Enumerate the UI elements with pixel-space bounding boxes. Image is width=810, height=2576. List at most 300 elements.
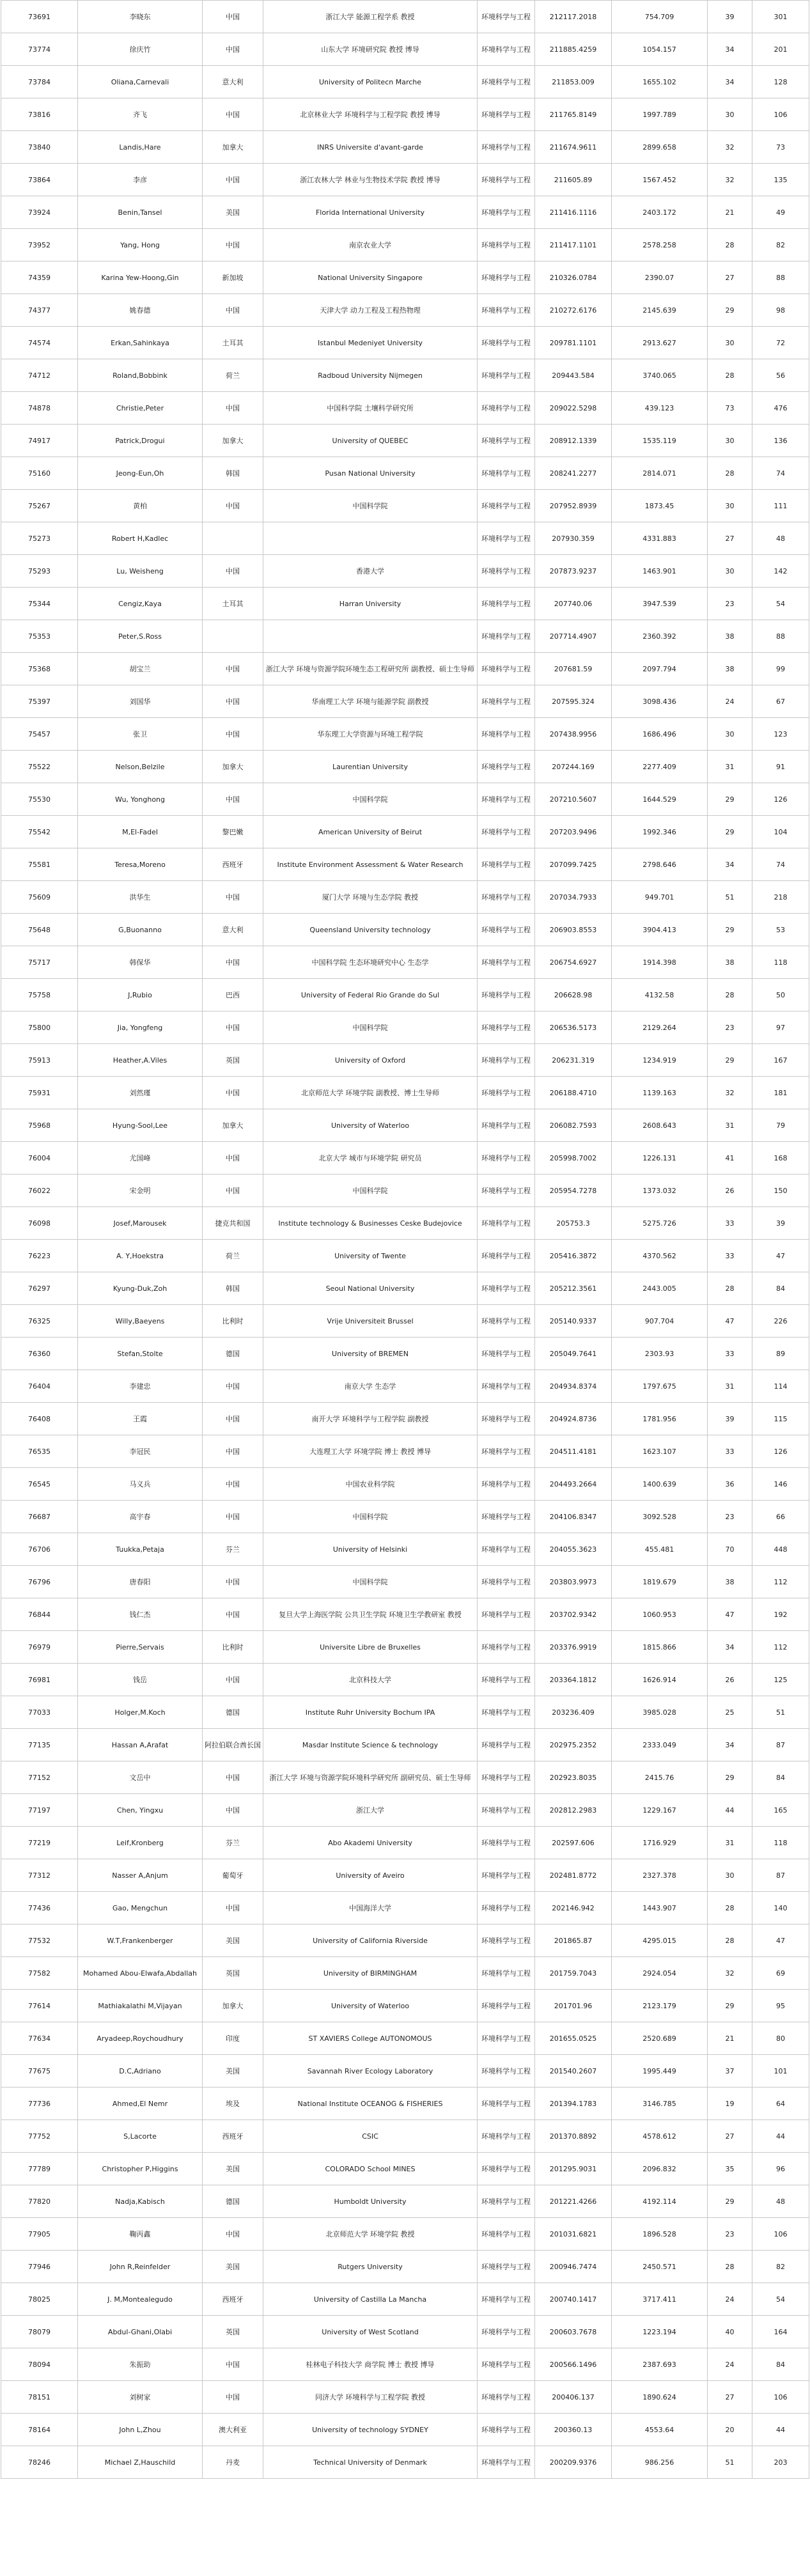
subject-cell: 环境科学与工程 — [478, 262, 535, 294]
subject-cell: 环境科学与工程 — [478, 1, 535, 33]
country-cell: 中国 — [203, 1892, 263, 1924]
h-index-cell: 36 — [708, 1468, 752, 1501]
h-index-cell: 30 — [708, 425, 752, 457]
count-cell: 226 — [752, 1305, 809, 1338]
table-row — [1, 2348, 809, 2381]
count-cell: 98 — [752, 294, 809, 327]
count-cell: 126 — [752, 783, 809, 816]
score-cell: 201031.6821 — [535, 2218, 612, 2251]
subject-cell: 环境科学与工程 — [478, 1794, 535, 1827]
h-index-cell: 28 — [708, 1272, 752, 1305]
citation-cell: 2097.794 — [612, 653, 708, 685]
score-cell: 203376.9919 — [535, 1631, 612, 1664]
institution-cell: 厦门大学 环境与生态学院 教授 — [263, 881, 478, 914]
name-cell: Robert H,Kadlec — [78, 522, 203, 555]
citation-cell: 3985.028 — [612, 1696, 708, 1729]
subject-cell: 环境科学与工程 — [478, 327, 535, 359]
count-cell: 48 — [752, 2185, 809, 2218]
score-cell: 209022.5298 — [535, 392, 612, 425]
country-cell: 德国 — [203, 1696, 263, 1729]
h-index-cell: 40 — [708, 2316, 752, 2348]
table-row — [1, 1207, 809, 1240]
name-cell: Pierre,Servais — [78, 1631, 203, 1664]
subject-cell: 环境科学与工程 — [478, 620, 535, 653]
rank-cell: 77312 — [1, 1859, 78, 1892]
rank-cell: 73840 — [1, 131, 78, 164]
rank-cell: 75397 — [1, 685, 78, 718]
institution-cell: ST XAVIERS College AUTONOMOUS — [263, 2022, 478, 2055]
institution-cell: CSIC — [263, 2120, 478, 2153]
subject-cell: 环境科学与工程 — [478, 1924, 535, 1957]
citation-cell: 1567.452 — [612, 164, 708, 196]
score-cell: 201655.0525 — [535, 2022, 612, 2055]
score-cell: 203803.9973 — [535, 1566, 612, 1598]
score-cell: 211765.8149 — [535, 98, 612, 131]
institution-cell: 大连理工大学 环境学院 博士 教授 博导 — [263, 1435, 478, 1468]
citation-cell: 1815.866 — [612, 1631, 708, 1664]
country-cell: 中国 — [203, 1011, 263, 1044]
h-index-cell: 27 — [708, 2120, 752, 2153]
h-index-cell: 33 — [708, 1338, 752, 1370]
table-row — [1, 1435, 809, 1468]
h-index-cell: 51 — [708, 881, 752, 914]
name-cell: J,Rubio — [78, 979, 203, 1011]
institution-cell: 北京林业大学 环境科学与工程学院 教授 博导 — [263, 98, 478, 131]
table-row — [1, 294, 809, 327]
citation-cell: 1463.901 — [612, 555, 708, 588]
institution-cell: Queensland University technology — [263, 914, 478, 946]
h-index-cell: 29 — [708, 2185, 752, 2218]
count-cell: 192 — [752, 1598, 809, 1631]
rank-cell: 75267 — [1, 490, 78, 522]
count-cell: 74 — [752, 848, 809, 881]
country-cell: 中国 — [203, 1403, 263, 1435]
count-cell: 301 — [752, 1, 809, 33]
count-cell: 49 — [752, 196, 809, 229]
rank-cell: 76360 — [1, 1338, 78, 1370]
count-cell: 167 — [752, 1044, 809, 1077]
rank-cell: 73816 — [1, 98, 78, 131]
citation-cell: 4331.883 — [612, 522, 708, 555]
institution-cell: University of technology SYDNEY — [263, 2414, 478, 2446]
score-cell: 206754.6927 — [535, 946, 612, 979]
name-cell: 韩保华 — [78, 946, 203, 979]
h-index-cell: 70 — [708, 1533, 752, 1566]
citation-cell: 2450.571 — [612, 2251, 708, 2283]
count-cell: 135 — [752, 164, 809, 196]
table-row — [1, 1, 809, 33]
name-cell: 王霞 — [78, 1403, 203, 1435]
table-row — [1, 653, 809, 685]
institution-cell: University of California Riverside — [263, 1924, 478, 1957]
h-index-cell: 31 — [708, 1370, 752, 1403]
rank-cell: 74574 — [1, 327, 78, 359]
h-index-cell: 28 — [708, 1924, 752, 1957]
citation-cell: 1234.919 — [612, 1044, 708, 1077]
table-row — [1, 946, 809, 979]
count-cell: 88 — [752, 620, 809, 653]
h-index-cell: 39 — [708, 1403, 752, 1435]
subject-cell: 环境科学与工程 — [478, 1729, 535, 1761]
institution-cell: University of Waterloo — [263, 1109, 478, 1142]
citation-cell: 2277.409 — [612, 751, 708, 783]
rank-cell: 75160 — [1, 457, 78, 490]
name-cell: 唐春阳 — [78, 1566, 203, 1598]
subject-cell: 环境科学与工程 — [478, 685, 535, 718]
citation-cell: 1229.167 — [612, 1794, 708, 1827]
country-cell: 中国 — [203, 2381, 263, 2414]
subject-cell: 环境科学与工程 — [478, 848, 535, 881]
country-cell: 中国 — [203, 1435, 263, 1468]
citation-cell: 2360.392 — [612, 620, 708, 653]
score-cell: 206903.8553 — [535, 914, 612, 946]
citation-cell: 1373.032 — [612, 1175, 708, 1207]
institution-cell: 北京科技大学 — [263, 1664, 478, 1696]
table-row — [1, 2120, 809, 2153]
citation-cell: 1873.45 — [612, 490, 708, 522]
country-cell: 韩国 — [203, 457, 263, 490]
name-cell: Hyung-Sool,Lee — [78, 1109, 203, 1142]
table-row — [1, 816, 809, 848]
institution-cell: University of Oxford — [263, 1044, 478, 1077]
subject-cell: 环境科学与工程 — [478, 98, 535, 131]
score-cell: 205416.3872 — [535, 1240, 612, 1272]
citation-cell: 1054.157 — [612, 33, 708, 66]
institution-cell: Florida International University — [263, 196, 478, 229]
table-row — [1, 1175, 809, 1207]
citation-cell: 1400.639 — [612, 1468, 708, 1501]
country-cell: 葡萄牙 — [203, 1859, 263, 1892]
country-cell: 中国 — [203, 555, 263, 588]
h-index-cell: 31 — [708, 1109, 752, 1142]
table-row — [1, 1109, 809, 1142]
citation-cell: 3098.436 — [612, 685, 708, 718]
subject-cell: 环境科学与工程 — [478, 1272, 535, 1305]
subject-cell: 环境科学与工程 — [478, 522, 535, 555]
name-cell: 徐庆竹 — [78, 33, 203, 66]
institution-cell: COLORADO School MINES — [263, 2153, 478, 2185]
count-cell: 118 — [752, 1827, 809, 1859]
score-cell: 201370.8892 — [535, 2120, 612, 2153]
name-cell: Tuukka,Petaja — [78, 1533, 203, 1566]
count-cell: 39 — [752, 1207, 809, 1240]
institution-cell: Radboud University Nijmegen — [263, 359, 478, 392]
h-index-cell: 31 — [708, 1827, 752, 1859]
institution-cell: University of QUEBEC — [263, 425, 478, 457]
table-row — [1, 2381, 809, 2414]
table-row — [1, 1305, 809, 1338]
subject-cell: 环境科学与工程 — [478, 1077, 535, 1109]
h-index-cell: 33 — [708, 1240, 752, 1272]
citation-cell: 1995.449 — [612, 2055, 708, 2088]
count-cell: 56 — [752, 359, 809, 392]
rank-cell: 76535 — [1, 1435, 78, 1468]
subject-cell: 环境科学与工程 — [478, 1761, 535, 1794]
rank-cell: 78151 — [1, 2381, 78, 2414]
score-cell: 207681.59 — [535, 653, 612, 685]
name-cell: Erkan,Sahinkaya — [78, 327, 203, 359]
table-row — [1, 1696, 809, 1729]
country-cell: 中国 — [203, 392, 263, 425]
institution-cell: University of BREMEN — [263, 1338, 478, 1370]
score-cell: 206188.4710 — [535, 1077, 612, 1109]
table-row — [1, 2153, 809, 2185]
score-cell: 202146.942 — [535, 1892, 612, 1924]
score-cell: 203236.409 — [535, 1696, 612, 1729]
country-cell: 美国 — [203, 1924, 263, 1957]
country-cell: 西班牙 — [203, 2283, 263, 2316]
institution-cell: 香港大学 — [263, 555, 478, 588]
citation-cell: 1535.119 — [612, 425, 708, 457]
institution-cell: 中国科学院 — [263, 1175, 478, 1207]
institution-cell: University of Twente — [263, 1240, 478, 1272]
rank-cell: 75800 — [1, 1011, 78, 1044]
name-cell: Karina Yew-Hoong,Gin — [78, 262, 203, 294]
institution-cell: University of BIRMINGHAM — [263, 1957, 478, 1990]
rank-cell: 77219 — [1, 1827, 78, 1859]
score-cell: 210326.0784 — [535, 262, 612, 294]
name-cell: D.C,Adriano — [78, 2055, 203, 2088]
citation-cell: 439.123 — [612, 392, 708, 425]
name-cell: 刘树家 — [78, 2381, 203, 2414]
subject-cell: 环境科学与工程 — [478, 2055, 535, 2088]
h-index-cell: 73 — [708, 392, 752, 425]
rank-cell: 73784 — [1, 66, 78, 98]
country-cell: 中国 — [203, 1, 263, 33]
institution-cell: 浙江大学 能源工程学系 教授 — [263, 1, 478, 33]
country-cell: 中国 — [203, 164, 263, 196]
count-cell: 69 — [752, 1957, 809, 1990]
name-cell: A. Y,Hoekstra — [78, 1240, 203, 1272]
country-cell: 中国 — [203, 2218, 263, 2251]
subject-cell: 环境科学与工程 — [478, 2446, 535, 2479]
table-row — [1, 1892, 809, 1924]
name-cell: 尤国峰 — [78, 1142, 203, 1175]
score-cell: 202975.2352 — [535, 1729, 612, 1761]
score-cell: 202812.2983 — [535, 1794, 612, 1827]
score-cell: 207714.4907 — [535, 620, 612, 653]
subject-cell: 环境科学与工程 — [478, 1403, 535, 1435]
score-cell: 211605.89 — [535, 164, 612, 196]
count-cell: 88 — [752, 262, 809, 294]
name-cell: 李冠民 — [78, 1435, 203, 1468]
table-row — [1, 33, 809, 66]
institution-cell — [263, 620, 478, 653]
score-cell: 201759.7043 — [535, 1957, 612, 1990]
subject-cell: 环境科学与工程 — [478, 1142, 535, 1175]
subject-cell: 环境科学与工程 — [478, 294, 535, 327]
score-cell: 201221.4266 — [535, 2185, 612, 2218]
h-index-cell: 38 — [708, 1566, 752, 1598]
country-cell: 加拿大 — [203, 751, 263, 783]
rank-cell: 75457 — [1, 718, 78, 751]
country-cell: 中国 — [203, 946, 263, 979]
count-cell: 136 — [752, 425, 809, 457]
score-cell: 207873.9237 — [535, 555, 612, 588]
h-index-cell: 51 — [708, 2446, 752, 2479]
table-row — [1, 1142, 809, 1175]
h-index-cell: 24 — [708, 2283, 752, 2316]
institution-cell: National University Singapore — [263, 262, 478, 294]
institution-cell: 同济大学 环境科学与工程学院 教授 — [263, 2381, 478, 2414]
rank-cell: 77820 — [1, 2185, 78, 2218]
subject-cell: 环境科学与工程 — [478, 718, 535, 751]
table-row — [1, 1044, 809, 1077]
rank-cell: 74712 — [1, 359, 78, 392]
h-index-cell: 23 — [708, 1011, 752, 1044]
name-cell: Jeong-Eun,Oh — [78, 457, 203, 490]
name-cell: 高宇春 — [78, 1501, 203, 1533]
table-row — [1, 848, 809, 881]
score-cell: 205140.9337 — [535, 1305, 612, 1338]
institution-cell: University of Aveiro — [263, 1859, 478, 1892]
citation-cell: 2387.693 — [612, 2348, 708, 2381]
table-row — [1, 2185, 809, 2218]
count-cell: 48 — [752, 522, 809, 555]
name-cell: Peter,S.Ross — [78, 620, 203, 653]
institution-cell: University of Politecn Marche — [263, 66, 478, 98]
score-cell: 201865.87 — [535, 1924, 612, 1957]
institution-cell: Rutgers University — [263, 2251, 478, 2283]
table-row — [1, 1077, 809, 1109]
subject-cell: 环境科学与工程 — [478, 1957, 535, 1990]
table-row — [1, 392, 809, 425]
citation-cell: 1623.107 — [612, 1435, 708, 1468]
subject-cell: 环境科学与工程 — [478, 2185, 535, 2218]
count-cell: 150 — [752, 1175, 809, 1207]
subject-cell: 环境科学与工程 — [478, 457, 535, 490]
name-cell: 齐飞 — [78, 98, 203, 131]
citation-cell: 2327.378 — [612, 1859, 708, 1892]
citation-cell: 4370.562 — [612, 1240, 708, 1272]
score-cell: 207930.359 — [535, 522, 612, 555]
h-index-cell: 19 — [708, 2088, 752, 2120]
table-row — [1, 229, 809, 262]
subject-cell: 环境科学与工程 — [478, 1664, 535, 1696]
table-row — [1, 359, 809, 392]
rank-cell: 77736 — [1, 2088, 78, 2120]
subject-cell: 环境科学与工程 — [478, 588, 535, 620]
table-row — [1, 457, 809, 490]
rank-cell: 76325 — [1, 1305, 78, 1338]
subject-cell: 环境科学与工程 — [478, 2316, 535, 2348]
table-row — [1, 2316, 809, 2348]
h-index-cell: 21 — [708, 2022, 752, 2055]
subject-cell: 环境科学与工程 — [478, 229, 535, 262]
subject-cell: 环境科学与工程 — [478, 2218, 535, 2251]
citation-cell: 4553.64 — [612, 2414, 708, 2446]
subject-cell: 环境科学与工程 — [478, 164, 535, 196]
h-index-cell: 34 — [708, 66, 752, 98]
subject-cell: 环境科学与工程 — [478, 2414, 535, 2446]
rank-cell: 76545 — [1, 1468, 78, 1501]
rank-cell: 74878 — [1, 392, 78, 425]
table-row — [1, 1501, 809, 1533]
citation-cell: 1896.528 — [612, 2218, 708, 2251]
count-cell: 126 — [752, 1435, 809, 1468]
count-cell: 125 — [752, 1664, 809, 1696]
table-row — [1, 196, 809, 229]
count-cell: 476 — [752, 392, 809, 425]
country-cell: 捷克共和国 — [203, 1207, 263, 1240]
table-row — [1, 262, 809, 294]
score-cell: 205049.7641 — [535, 1338, 612, 1370]
country-cell: 中国 — [203, 1142, 263, 1175]
country-cell: 中国 — [203, 653, 263, 685]
count-cell: 115 — [752, 1403, 809, 1435]
count-cell: 82 — [752, 2251, 809, 2283]
rank-cell: 76981 — [1, 1664, 78, 1696]
citation-cell: 2443.005 — [612, 1272, 708, 1305]
subject-cell: 环境科学与工程 — [478, 1892, 535, 1924]
citation-cell: 2578.258 — [612, 229, 708, 262]
score-cell: 200740.1417 — [535, 2283, 612, 2316]
table-row — [1, 1240, 809, 1272]
name-cell: John R,Reinfelder — [78, 2251, 203, 2283]
name-cell: Holger,M.Koch — [78, 1696, 203, 1729]
citation-cell: 2129.264 — [612, 1011, 708, 1044]
institution-cell: 中国科学院 — [263, 783, 478, 816]
subject-cell: 环境科学与工程 — [478, 1859, 535, 1892]
citation-cell: 1655.102 — [612, 66, 708, 98]
institution-cell: Masdar Institute Science & technology — [263, 1729, 478, 1761]
h-index-cell: 38 — [708, 946, 752, 979]
name-cell: Cengiz,Kaya — [78, 588, 203, 620]
institution-cell: 中国农业科学院 — [263, 1468, 478, 1501]
citation-cell: 2913.627 — [612, 327, 708, 359]
rank-cell: 78094 — [1, 2348, 78, 2381]
name-cell: 刘然瑾 — [78, 1077, 203, 1109]
citation-cell: 1797.675 — [612, 1370, 708, 1403]
subject-cell: 环境科学与工程 — [478, 2120, 535, 2153]
name-cell: Chen, Yingxu — [78, 1794, 203, 1827]
institution-cell: Technical University of Denmark — [263, 2446, 478, 2479]
country-cell: 中国 — [203, 1761, 263, 1794]
score-cell: 207244.169 — [535, 751, 612, 783]
name-cell: Nadja,Kabisch — [78, 2185, 203, 2218]
h-index-cell: 29 — [708, 1990, 752, 2022]
rank-cell: 75968 — [1, 1109, 78, 1142]
name-cell: Jia, Yongfeng — [78, 1011, 203, 1044]
count-cell: 64 — [752, 2088, 809, 2120]
rank-cell: 75758 — [1, 979, 78, 1011]
score-cell: 207438.9956 — [535, 718, 612, 751]
h-index-cell: 30 — [708, 490, 752, 522]
table-row — [1, 1566, 809, 1598]
citation-cell: 1890.624 — [612, 2381, 708, 2414]
citation-cell: 4578.612 — [612, 2120, 708, 2153]
score-cell: 201394.1783 — [535, 2088, 612, 2120]
name-cell: Benin,Tansel — [78, 196, 203, 229]
name-cell: 李彦 — [78, 164, 203, 196]
citation-cell: 2415.76 — [612, 1761, 708, 1794]
score-cell: 200209.9376 — [535, 2446, 612, 2479]
country-cell: 美国 — [203, 2055, 263, 2088]
count-cell: 99 — [752, 653, 809, 685]
rank-cell: 76979 — [1, 1631, 78, 1664]
table-row — [1, 1370, 809, 1403]
rank-cell: 77135 — [1, 1729, 78, 1761]
subject-cell: 环境科学与工程 — [478, 490, 535, 522]
citation-cell: 1443.907 — [612, 1892, 708, 1924]
score-cell: 207034.7933 — [535, 881, 612, 914]
country-cell: 丹麦 — [203, 2446, 263, 2479]
rank-cell: 77152 — [1, 1761, 78, 1794]
institution-cell: 中国科学院 土壤科学研究所 — [263, 392, 478, 425]
rank-cell: 77197 — [1, 1794, 78, 1827]
country-cell: 阿拉伯联合酋长国 — [203, 1729, 263, 1761]
name-cell: 刘国华 — [78, 685, 203, 718]
